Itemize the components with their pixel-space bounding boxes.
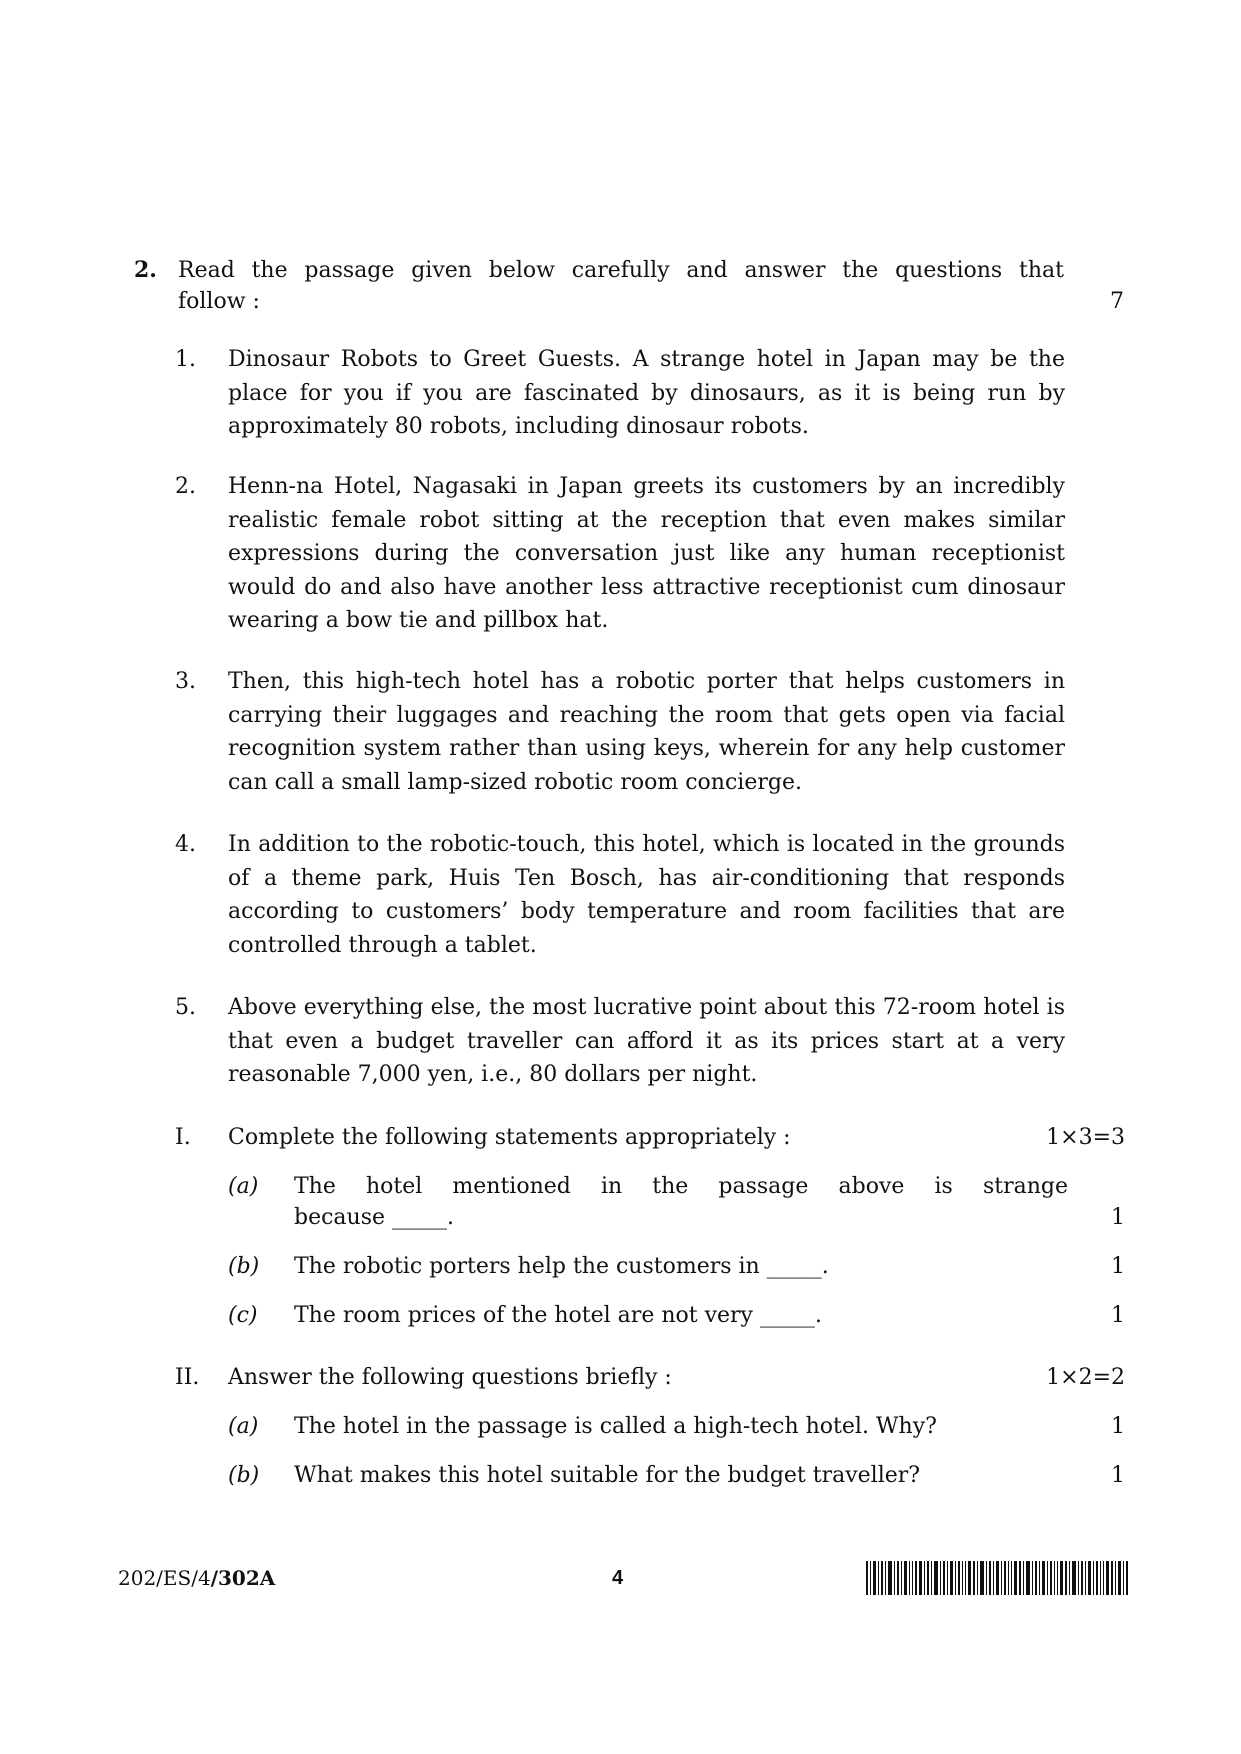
paragraph-text: Then, this high-tech hotel has a robotic porter that helps customers in carrying their luggages and reaching the room that gets open via facial recognition system rather than using keys, wherein for any help customer can call a small lamp-sized robotic room concierge.	[228, 669, 1065, 795]
item-label: (b)	[228, 1254, 260, 1279]
item-marks: 1	[1111, 1303, 1125, 1328]
item-text: What makes this hotel suitable for the budget traveller?	[294, 1463, 921, 1488]
item-marks: 1	[1111, 1205, 1125, 1230]
section-number: I.	[175, 1125, 191, 1150]
item-marks: 1	[1111, 1254, 1125, 1279]
paper-code	[118, 1564, 275, 1592]
section-instruction: Answer the following questions briefly :	[228, 1365, 672, 1390]
paragraph-number: 3.	[175, 669, 196, 694]
barcode-icon	[866, 1561, 1128, 1595]
paragraph-text: Above everything else, the most lucrative point about this 72-room hotel is that even a budget traveller can afford it as its prices start at a very reasonable 7,000 yen, i.e., 80 dollars per night.	[228, 995, 1065, 1087]
section-instruction: Complete the following statements appropriately :	[228, 1125, 791, 1150]
paragraph-text: In addition to the robotic-touch, this hotel, which is located in the grounds of a theme park, Huis Ten Bosch, has air-conditioning that responds according to customers’ body temperature and room facilities that are controlled through a tablet.	[228, 832, 1065, 958]
question-marks: 7	[1110, 289, 1124, 314]
paragraph-number: 4.	[175, 832, 196, 857]
item-marks: 1	[1111, 1463, 1125, 1488]
paragraph-number: 5.	[175, 995, 196, 1020]
item-text-line2: because _____.	[294, 1205, 455, 1230]
question-text-line1: Read the passage given below carefully and answer the questions that	[178, 258, 1064, 283]
section-marks: 1×3=3	[1046, 1125, 1125, 1150]
section-number: II.	[175, 1365, 200, 1390]
item-text: The robotic porters help the customers in _____.	[294, 1254, 829, 1279]
item-label: (a)	[228, 1174, 259, 1199]
item-text: The room prices of the hotel are not very _____.	[294, 1303, 822, 1328]
question-text-line2: follow :	[178, 289, 260, 314]
item-marks: 1	[1111, 1414, 1125, 1439]
item-label: (b)	[228, 1463, 260, 1488]
paper-code-suffix: /302A	[210, 1566, 276, 1590]
paragraph-text: Dinosaur Robots to Greet Guests. A strange hotel in Japan may be the place for you if you are fascinated by dinosaurs, as it is being run by approximately 80 robots, including dinosaur robots.	[228, 347, 1065, 439]
item-label: (c)	[228, 1303, 258, 1328]
section-marks: 1×2=2	[1046, 1365, 1125, 1390]
item-text: The hotel in the passage is called a high-tech hotel. Why?	[294, 1414, 937, 1439]
paper-code-prefix: 202/ES/4	[118, 1566, 211, 1590]
paragraph-text: Henn-na Hotel, Nagasaki in Japan greets its customers by an incredibly realistic female robot sitting at the reception that even makes similar expressions during the conversation just like any human receptionist would do and also have another less attractive receptionist cum dinosaur wearing a bow tie and pillbox hat.	[228, 474, 1065, 633]
paragraph-number: 1.	[175, 347, 196, 372]
item-label: (a)	[228, 1414, 259, 1439]
page-number: 4	[612, 1567, 624, 1589]
question-number: 2.	[134, 257, 157, 283]
paragraph-number: 2.	[175, 474, 196, 499]
item-text-line1: The hotel mentioned in the passage above is strange	[294, 1174, 1068, 1199]
